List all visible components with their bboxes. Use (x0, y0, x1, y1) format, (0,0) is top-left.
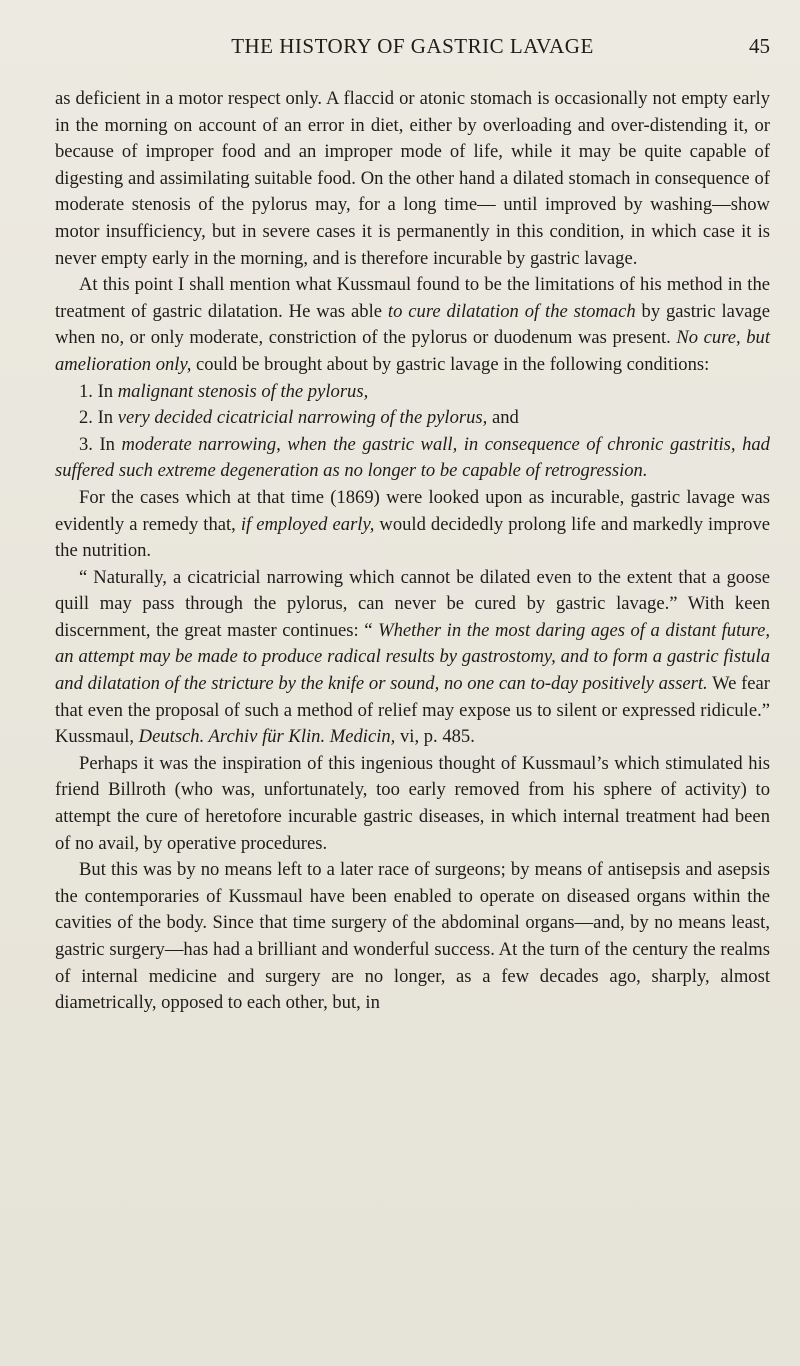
list-item (55, 405, 770, 432)
list-item (55, 432, 770, 485)
text-span: 3. In (79, 433, 122, 455)
italic-span: very decided cicatricial narrowing of the pylorus, (117, 407, 488, 429)
paragraph-kussmaul-limitations (55, 272, 770, 378)
italic-span: malignant stenosis of the pylorus, (117, 380, 369, 402)
text-span: 1. In (79, 380, 118, 402)
text-span: and (487, 407, 519, 429)
italic-span: if employed early, (240, 513, 375, 535)
paragraph-surgery: But this was by no means left to a later race of surgeons; by means of antisepsis and asepsis the contemporaries of Kussmaul have been enabled to operate on diseased organs within the cavities of the body. Since that time surgery of the abdominal organs—and, by no means least, gastric surgery—has had a brilliant and wonderful success. At the turn of the century the realms of internal medicine and surgery are no longer, as a few decades ago, sharply, almost diametrically, opposed to each other, but, in (55, 859, 770, 1014)
running-title: THE HISTORY OF GASTRIC LAVAGE (231, 34, 594, 58)
paragraph-incurable-cases (55, 485, 770, 565)
paragraph-kussmaul-quote (55, 565, 770, 751)
text-span: “ Naturally, a cicatricial narrowing which cannot be dilated even to the extent that a goose quill may pass through the pylorus, can never be cured by gastric lavage.” With keen discernment, the great master continues: “ (55, 566, 770, 641)
italic-span: moderate narrowing, when the gastric wall, in consequence of chronic gastritis, had suffered such extreme degeneration as no longer to be capable of retrogression. (55, 433, 770, 482)
body-text (55, 86, 770, 1017)
italic-span: Whether in the most daring ages of a distant future, an attempt may be made to produce radical results by gastrostomy, and to form a gastric fistula and dilatation of the stricture by the knife or sound, no one can to-day positively assert. (55, 619, 770, 695)
text-span: For the cases which at that time (1869) were looked upon as incurable, gastric lavage was evidently a remedy that, (55, 486, 770, 535)
text-span: would decidedly prolong life and markedly improve the nutrition. (55, 513, 771, 562)
paragraph-continuation: as deficient in a motor respect only. A flaccid or atonic stomach is occasionally not empty early in the morning on account of an error in diet, either by overloading and over-distending it, or because of improper food and an improper mode of life, while it may be quite capable of digesting and assimilating suitable food. On the other hand a dilated stomach in consequence of moderate stenosis of the pylorus may, for a long time— until improved by washing—show motor insufficiency, but in severe cases it is permanently in this condition, in which case it is never empty early in the morning, and is therefore incurable by gastric lavage. (55, 88, 770, 269)
citation-italic: Deutsch. Archiv für Klin. Medicin, (138, 726, 396, 748)
text-span: vi, p. 485. (395, 726, 475, 748)
text-span: 2. In (79, 407, 118, 429)
running-head (55, 34, 770, 64)
text-span: At this point I shall mention what Kussmaul found to be the limitations of his method in the treatment of gastric dilatation. He was able (55, 274, 770, 322)
paragraph-billroth: Perhaps it was the inspiration of this ingenious thought of Kussmaul’s which stimulated his friend Billroth (who was, unfortunately, too early removed from his sphere of activity) to attempt the cure of heretofore incurable gastric diseases, in which internal treatment had been of no avail, by operative procedures. (55, 752, 770, 854)
page-number: 45 (749, 34, 770, 58)
list-item (55, 379, 770, 406)
text-span: We fear that even the proposal of such a method of relief may expose us to silent or expressed ridicule.” Kussmaul, (55, 673, 771, 748)
italic-span: to cure dilatation of the stomach (387, 300, 636, 322)
text-span: could be brought about by gastric lavage in the following conditions: (191, 353, 710, 375)
italic-span: No cure, but amelioration only, (55, 327, 770, 375)
text-span: by gastric lavage when no, or only moderate, constriction of the pylorus or duodenum was present. (55, 300, 770, 349)
